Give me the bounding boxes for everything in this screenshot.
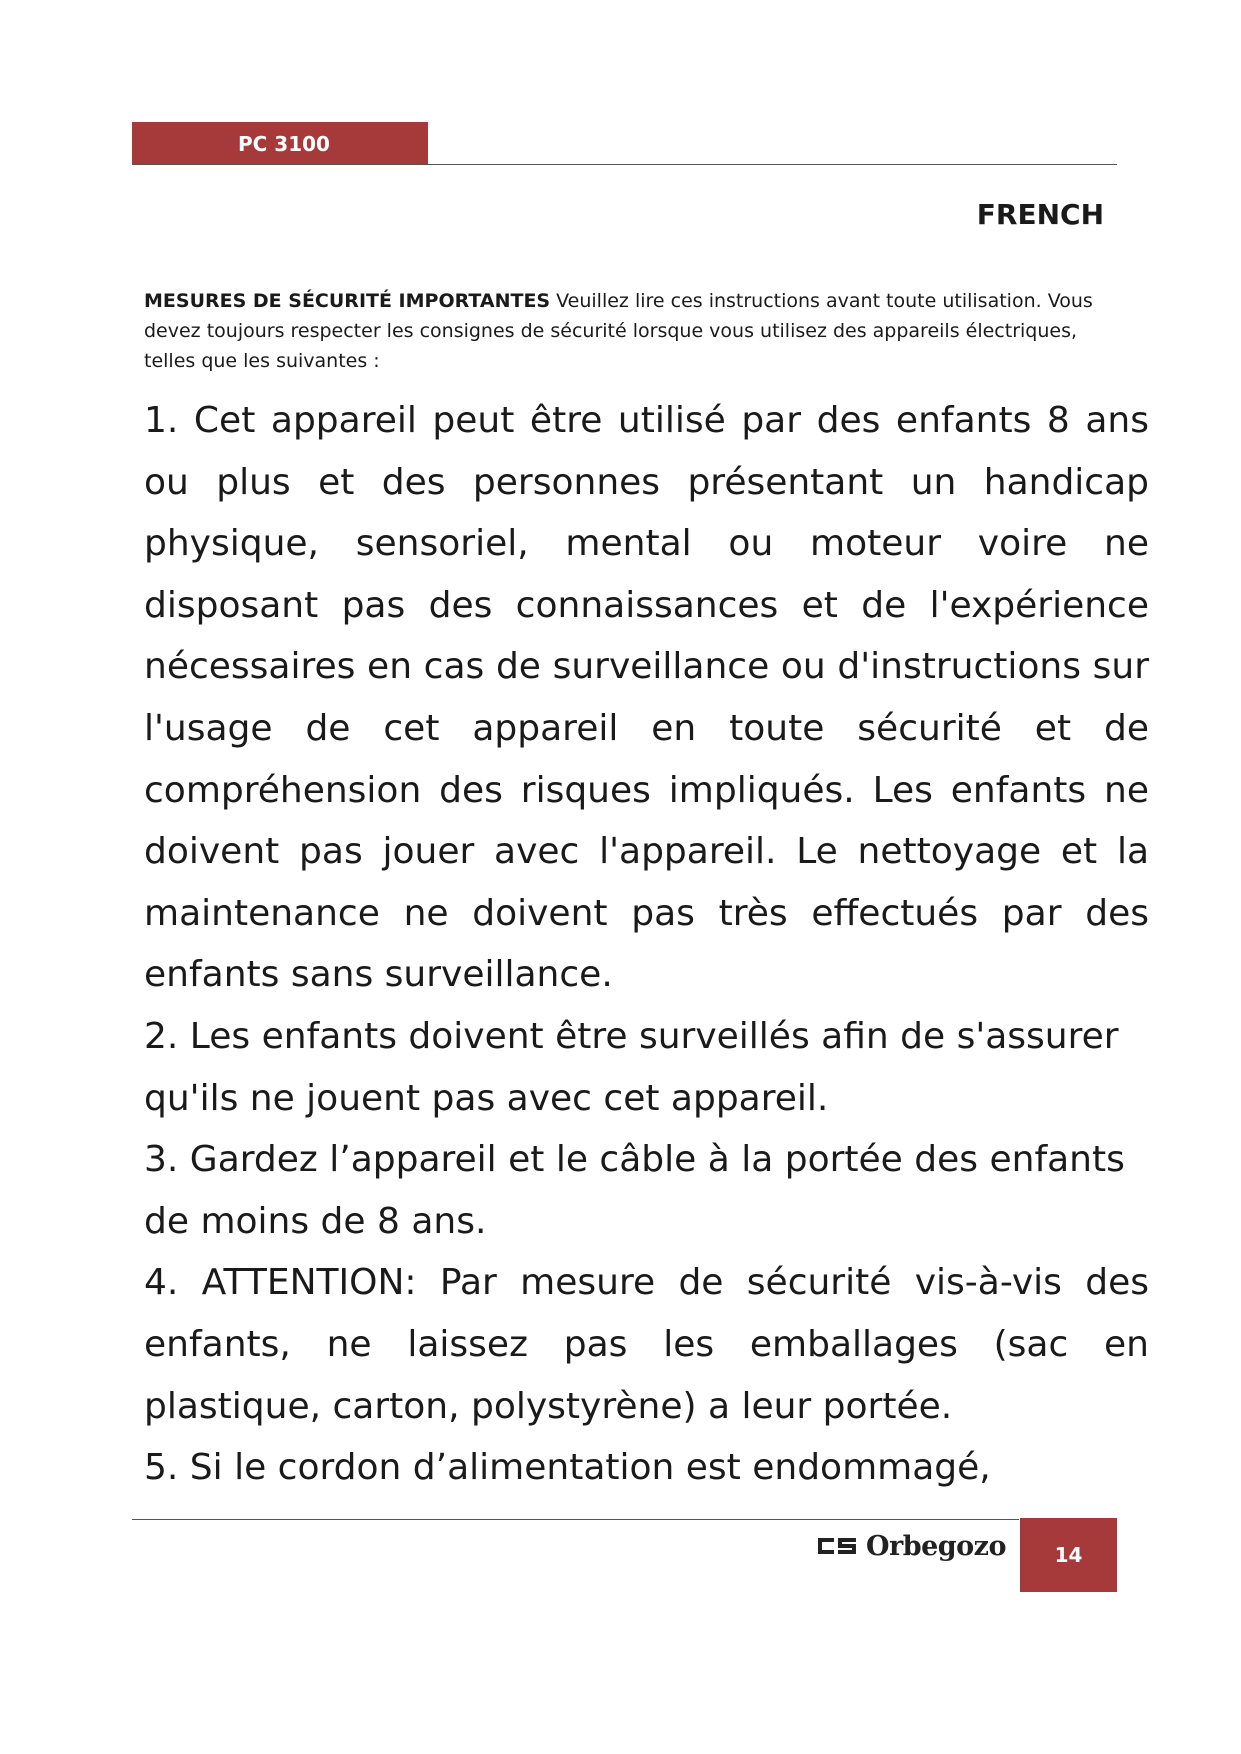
brand-name: Orbegozo [865,1530,1006,1562]
instruction-item: 4. ATTENTION: Par mesure de sécurité vis-à-vis des enfants, ne laissez pas les emballages (sac en plastique, carton, polystyrène) a leur portée. [144,1262,1149,1427]
brand-mark-icon [816,1535,858,1557]
instruction-item: 3. Gardez l’appareil et le câble à la portée des enfants de moins de 8 ans. [144,1139,1125,1242]
brand-logo [816,1528,1006,1564]
language-heading: FRENCH [976,198,1104,231]
instruction-item: 2. Les enfants doivent être surveillés afin de s'assurer qu'ils ne jouent pas avec cet appareil. [144,1015,1119,1119]
page-number: 14 [1020,1518,1117,1592]
instruction-item: 1. Cet appareil peut être utilisé par des enfants 8 ans ou plus et des personnes présentant un handicap physique, sensoriel, mental ou moteur voire ne disposant pas des connaissances et de l'expérience nécessaires en cas de surveillance ou d'instructions sur l'usage de cet appareil en toute sécurité et de compréhension des risques impliqués. Les enfants ne doivent pas jouer avec l'appareil. Le nettoyage et la maintenance ne doivent pas très effectués par des enfants sans surveillance. [144,400,1149,996]
safety-intro-text: Veuillez lire ces instructions avant toute utilisation. Vous devez toujours respecter les consignes de sécurité lorsque vous utilisez des appareils électriques, telles que les suivantes : [144,290,1093,372]
footer-divider [132,1519,1019,1520]
instruction-item: 5. Si le cordon d’alimentation est endommagé, [144,1447,991,1489]
safety-intro [144,286,1114,376]
safety-instructions-list [144,390,1149,1499]
safety-heading: MESURES DE SÉCURITÉ IMPORTANTES [144,290,551,312]
header-divider [132,164,1117,165]
model-label: PC 3100 [132,122,428,164]
